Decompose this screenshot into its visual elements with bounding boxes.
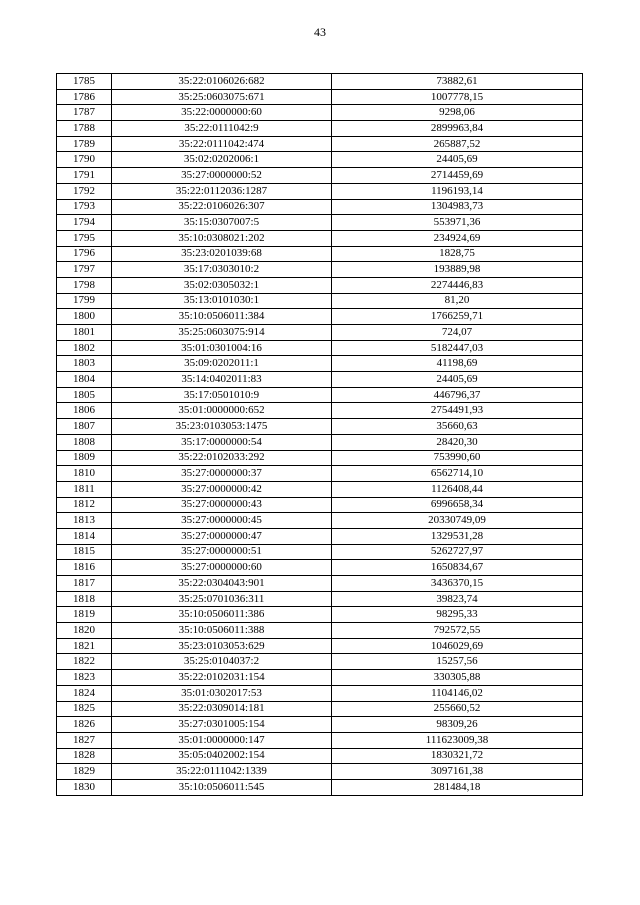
cadastral-number-cell: 35:27:0000000:42 [112, 481, 332, 497]
value-cell: 553971,36 [332, 215, 583, 231]
table-row [57, 513, 583, 529]
cadastral-number-cell: 35:25:0603075:914 [112, 325, 332, 341]
value-cell: 98295,33 [332, 607, 583, 623]
table-row [57, 654, 583, 670]
cadastral-number-cell: 35:22:0304043:901 [112, 576, 332, 592]
table-row [57, 387, 583, 403]
row-number-cell: 1826 [57, 717, 112, 733]
cadastral-number-cell: 35:22:0102031:154 [112, 670, 332, 686]
table-row [57, 309, 583, 325]
row-number-cell: 1816 [57, 560, 112, 576]
value-cell: 753990,60 [332, 450, 583, 466]
cadastral-number-cell: 35:27:0000000:60 [112, 560, 332, 576]
table-row [57, 325, 583, 341]
value-cell: 1329531,28 [332, 528, 583, 544]
value-cell: 1046029,69 [332, 638, 583, 654]
cadastral-number-cell: 35:27:0000000:47 [112, 528, 332, 544]
cadastral-number-cell: 35:23:0201039:68 [112, 246, 332, 262]
cadastral-number-cell: 35:22:0106026:682 [112, 74, 332, 90]
value-cell: 2274446,83 [332, 277, 583, 293]
value-cell: 792572,55 [332, 623, 583, 639]
table-row [57, 105, 583, 121]
value-cell: 1650834,67 [332, 560, 583, 576]
value-cell: 281484,18 [332, 779, 583, 795]
cadastral-number-cell: 35:10:0308021:202 [112, 230, 332, 246]
row-number-cell: 1804 [57, 372, 112, 388]
row-number-cell: 1827 [57, 732, 112, 748]
value-cell: 5182447,03 [332, 340, 583, 356]
value-cell: 724,07 [332, 325, 583, 341]
row-number-cell: 1822 [57, 654, 112, 670]
row-number-cell: 1794 [57, 215, 112, 231]
row-number-cell: 1815 [57, 544, 112, 560]
table-row [57, 403, 583, 419]
cadastral-number-cell: 35:10:0506011:384 [112, 309, 332, 325]
cadastral-number-cell: 35:13:0101030:1 [112, 293, 332, 309]
cadastral-number-cell: 35:25:0603075:671 [112, 89, 332, 105]
row-number-cell: 1807 [57, 419, 112, 435]
cadastral-number-cell: 35:10:0506011:388 [112, 623, 332, 639]
table-row [57, 434, 583, 450]
table-row [57, 748, 583, 764]
value-cell: 1766259,71 [332, 309, 583, 325]
value-cell: 81,20 [332, 293, 583, 309]
table-row [57, 340, 583, 356]
row-number-cell: 1829 [57, 764, 112, 780]
table-row [57, 717, 583, 733]
cadastral-number-cell: 35:17:0501010:9 [112, 387, 332, 403]
value-cell: 6562714,10 [332, 466, 583, 482]
row-number-cell: 1788 [57, 121, 112, 137]
table-row [57, 528, 583, 544]
row-number-cell: 1802 [57, 340, 112, 356]
row-number-cell: 1810 [57, 466, 112, 482]
cadastral-number-cell: 35:22:0112036:1287 [112, 183, 332, 199]
cadastral-number-cell: 35:01:0000000:652 [112, 403, 332, 419]
value-cell: 3097161,38 [332, 764, 583, 780]
cadastral-number-cell: 35:02:0202006:1 [112, 152, 332, 168]
value-cell: 265887,52 [332, 136, 583, 152]
table-row [57, 481, 583, 497]
table-row [57, 607, 583, 623]
value-cell: 330305,88 [332, 670, 583, 686]
row-number-cell: 1798 [57, 277, 112, 293]
cadastral-number-cell: 35:25:0104037:2 [112, 654, 332, 670]
row-number-cell: 1800 [57, 309, 112, 325]
cadastral-number-cell: 35:22:0102033:292 [112, 450, 332, 466]
value-cell: 39823,74 [332, 591, 583, 607]
row-number-cell: 1785 [57, 74, 112, 90]
table-row [57, 136, 583, 152]
row-number-cell: 1828 [57, 748, 112, 764]
table-row [57, 732, 583, 748]
row-number-cell: 1818 [57, 591, 112, 607]
cadastral-number-cell: 35:02:0305032:1 [112, 277, 332, 293]
value-cell: 35660,63 [332, 419, 583, 435]
row-number-cell: 1791 [57, 168, 112, 184]
value-cell: 1104146,02 [332, 685, 583, 701]
row-number-cell: 1801 [57, 325, 112, 341]
cadastral-number-cell: 35:01:0000000:147 [112, 732, 332, 748]
row-number-cell: 1811 [57, 481, 112, 497]
value-cell: 1007778,15 [332, 89, 583, 105]
table-row [57, 74, 583, 90]
table-row [57, 121, 583, 137]
table-row [57, 372, 583, 388]
value-cell: 5262727,97 [332, 544, 583, 560]
registry-table-body [57, 74, 583, 796]
row-number-cell: 1823 [57, 670, 112, 686]
row-number-cell: 1797 [57, 262, 112, 278]
cadastral-number-cell: 35:22:0111042:9 [112, 121, 332, 137]
value-cell: 24405,69 [332, 372, 583, 388]
value-cell: 1304983,73 [332, 199, 583, 215]
cadastral-number-cell: 35:10:0506011:545 [112, 779, 332, 795]
cadastral-number-cell: 35:15:0307007:5 [112, 215, 332, 231]
value-cell: 2899963,84 [332, 121, 583, 137]
table-row [57, 779, 583, 795]
cadastral-number-cell: 35:09:0202011:1 [112, 356, 332, 372]
table-row [57, 576, 583, 592]
cadastral-number-cell: 35:22:0000000:60 [112, 105, 332, 121]
value-cell: 234924,69 [332, 230, 583, 246]
cadastral-number-cell: 35:27:0000000:52 [112, 168, 332, 184]
cadastral-number-cell: 35:27:0301005:154 [112, 717, 332, 733]
row-number-cell: 1824 [57, 685, 112, 701]
value-cell: 6996658,34 [332, 497, 583, 513]
table-row [57, 277, 583, 293]
table-row [57, 293, 583, 309]
table-row [57, 638, 583, 654]
value-cell: 3436370,15 [332, 576, 583, 592]
value-cell: 255660,52 [332, 701, 583, 717]
cadastral-number-cell: 35:22:0111042:1339 [112, 764, 332, 780]
row-number-cell: 1786 [57, 89, 112, 105]
value-cell: 1828,75 [332, 246, 583, 262]
table-row [57, 89, 583, 105]
table-row [57, 450, 583, 466]
value-cell: 41198,69 [332, 356, 583, 372]
table-row [57, 466, 583, 482]
table-row [57, 419, 583, 435]
row-number-cell: 1793 [57, 199, 112, 215]
table-row [57, 215, 583, 231]
value-cell: 9298,06 [332, 105, 583, 121]
cadastral-number-cell: 35:14:0402011:83 [112, 372, 332, 388]
table-row [57, 183, 583, 199]
value-cell: 2714459,69 [332, 168, 583, 184]
cadastral-number-cell: 35:22:0309014:181 [112, 701, 332, 717]
value-cell: 20330749,09 [332, 513, 583, 529]
table-row [57, 168, 583, 184]
row-number-cell: 1789 [57, 136, 112, 152]
table-row [57, 623, 583, 639]
row-number-cell: 1821 [57, 638, 112, 654]
row-number-cell: 1819 [57, 607, 112, 623]
row-number-cell: 1825 [57, 701, 112, 717]
row-number-cell: 1787 [57, 105, 112, 121]
registry-table [56, 73, 583, 796]
table-row [57, 152, 583, 168]
row-number-cell: 1795 [57, 230, 112, 246]
table-row [57, 560, 583, 576]
row-number-cell: 1812 [57, 497, 112, 513]
cadastral-number-cell: 35:22:0106026:307 [112, 199, 332, 215]
cadastral-number-cell: 35:01:0301004:16 [112, 340, 332, 356]
table-row [57, 544, 583, 560]
cadastral-number-cell: 35:27:0000000:45 [112, 513, 332, 529]
row-number-cell: 1813 [57, 513, 112, 529]
row-number-cell: 1817 [57, 576, 112, 592]
cadastral-number-cell: 35:27:0000000:51 [112, 544, 332, 560]
table-row [57, 262, 583, 278]
row-number-cell: 1806 [57, 403, 112, 419]
cadastral-number-cell: 35:27:0000000:37 [112, 466, 332, 482]
row-number-cell: 1792 [57, 183, 112, 199]
table-row [57, 701, 583, 717]
row-number-cell: 1805 [57, 387, 112, 403]
page-number: 43 [314, 25, 326, 39]
value-cell: 2754491,93 [332, 403, 583, 419]
row-number-cell: 1790 [57, 152, 112, 168]
value-cell: 1830321,72 [332, 748, 583, 764]
cadastral-number-cell: 35:10:0506011:386 [112, 607, 332, 623]
cadastral-number-cell: 35:05:0402002:154 [112, 748, 332, 764]
value-cell: 193889,98 [332, 262, 583, 278]
table-row [57, 685, 583, 701]
row-number-cell: 1820 [57, 623, 112, 639]
table-row [57, 199, 583, 215]
value-cell: 111623009,38 [332, 732, 583, 748]
value-cell: 98309,26 [332, 717, 583, 733]
table-row [57, 497, 583, 513]
value-cell: 1196193,14 [332, 183, 583, 199]
value-cell: 446796,37 [332, 387, 583, 403]
cadastral-number-cell: 35:27:0000000:43 [112, 497, 332, 513]
row-number-cell: 1814 [57, 528, 112, 544]
row-number-cell: 1796 [57, 246, 112, 262]
value-cell: 1126408,44 [332, 481, 583, 497]
row-number-cell: 1803 [57, 356, 112, 372]
cadastral-number-cell: 35:01:0302017:53 [112, 685, 332, 701]
row-number-cell: 1830 [57, 779, 112, 795]
value-cell: 24405,69 [332, 152, 583, 168]
table-row [57, 591, 583, 607]
cadastral-number-cell: 35:23:0103053:629 [112, 638, 332, 654]
cadastral-number-cell: 35:22:0111042:474 [112, 136, 332, 152]
cadastral-number-cell: 35:17:0303010:2 [112, 262, 332, 278]
value-cell: 28420,30 [332, 434, 583, 450]
row-number-cell: 1808 [57, 434, 112, 450]
row-number-cell: 1809 [57, 450, 112, 466]
value-cell: 73882,61 [332, 74, 583, 90]
table-row [57, 356, 583, 372]
table-row [57, 670, 583, 686]
cadastral-number-cell: 35:23:0103053:1475 [112, 419, 332, 435]
row-number-cell: 1799 [57, 293, 112, 309]
cadastral-number-cell: 35:17:0000000:54 [112, 434, 332, 450]
cadastral-number-cell: 35:25:0701036:311 [112, 591, 332, 607]
table-row [57, 230, 583, 246]
table-row [57, 764, 583, 780]
value-cell: 15257,56 [332, 654, 583, 670]
table-row [57, 246, 583, 262]
